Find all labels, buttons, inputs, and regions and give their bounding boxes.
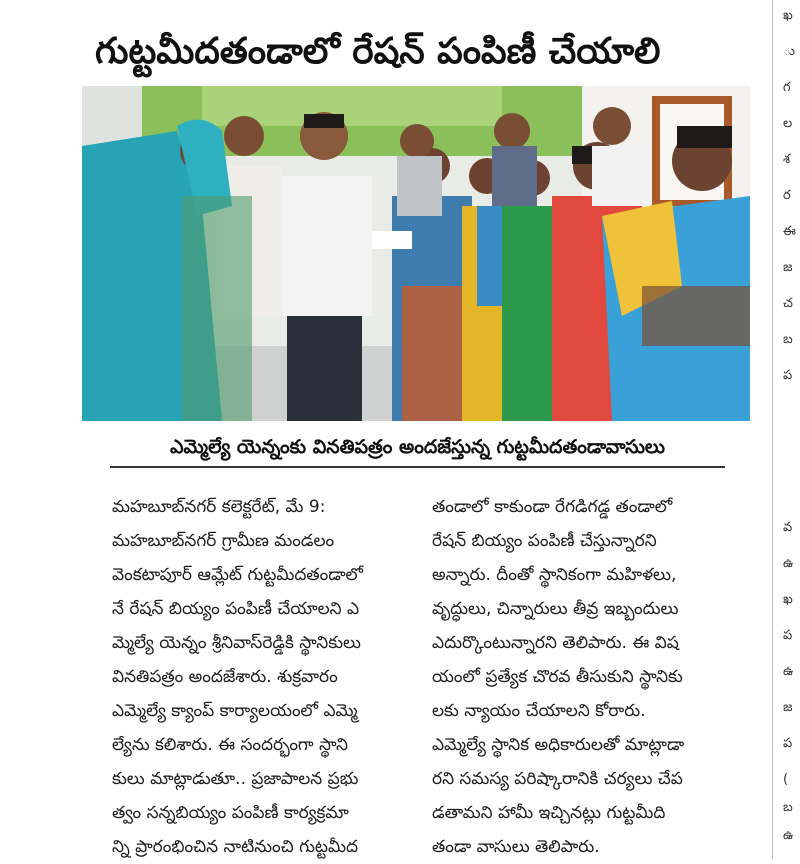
article-line: ఎదుర్కొంటున్నారని తెలిపారు. ఈ విష	[432, 633, 679, 653]
article-line: తండా వాసులు తెలిపారు.	[432, 837, 600, 857]
neighbor-glyph: బ	[783, 332, 793, 347]
neighbor-glyph: వ	[783, 520, 793, 535]
article-column-left	[112, 490, 442, 864]
next-article-fragment	[100, 846, 750, 859]
neighbor-glyph: జ	[783, 700, 793, 715]
article-line: కులు మాట్లాడుతూ.. ప్రజాపాలన ప్రభు	[112, 769, 359, 789]
article-line: ల్యేను కలిశారు. ఈ సందర్భంగా స్థాని	[112, 735, 348, 755]
article-line: న్ని ప్రారంభించిన నాటినుంచి గుట్టమీద	[112, 837, 358, 857]
article-line: ఎమ్మెల్యే క్యాంప్ కార్యాలయంలో ఎమ్మె	[112, 701, 358, 721]
article-line: వినతిపత్రం అందజేశారు. శుక్రవారం	[112, 667, 338, 687]
neighbor-glyph: ఖ	[783, 8, 793, 23]
article-column-right	[432, 490, 762, 864]
photo-illustration	[82, 86, 750, 421]
neighbor-glyph: ఖ	[783, 592, 793, 607]
neighbor-glyph: ప	[783, 368, 793, 383]
news-photo	[82, 86, 750, 421]
neighbor-glyph: ఉ	[783, 556, 794, 571]
headline: గుట్టమీదతండాలో రేషన్ పంపిణీ చేయాలి	[95, 31, 661, 72]
article-line: మహబూబ్‌నగర్ గ్రామీణ మండలం	[112, 531, 335, 551]
neighbor-article-strip	[772, 0, 800, 859]
neighbor-glyph: ు	[783, 44, 796, 59]
article-line: లకు న్యాయం చేయాలని కోరారు.	[432, 701, 646, 721]
neighbor-glyph: శ	[783, 152, 791, 167]
article-line: వెంకటాపూర్ ఆమ్లేట్ గుట్టమీదతండాలో	[112, 565, 364, 585]
neighbor-glyph: ప	[783, 628, 793, 643]
neighbor-glyph: (	[783, 772, 789, 787]
neighbor-glyph: ఉ	[783, 828, 794, 843]
article-line: రేషన్ బియ్యం పంపిణీ చేస్తున్నారని	[432, 531, 657, 551]
article-line: నే రేషన్ బియ్యం పంపిణీ చేయాలని ఎ	[112, 599, 360, 619]
neighbor-glyph: ప	[783, 736, 793, 751]
neighbor-glyph: గ	[783, 80, 791, 95]
neighbor-glyph: ఉ	[783, 664, 794, 679]
article-line: అన్నారు. దీంతో స్థానికంగా మహిళలు,	[432, 565, 677, 585]
neighbor-glyph: ర	[783, 188, 791, 203]
neighbor-glyph: బ	[783, 800, 793, 815]
article-line: వృద్ధులు, చిన్నారులు తీవ్ర ఇబ్బందులు	[432, 599, 679, 619]
article-line: రని సమస్య పరిష్కారానికి చర్యలు చేప	[432, 769, 683, 789]
photo-caption: ఎమ్మెల్యే యెన్నంకు వినతిపత్రం అందజేస్తున్న గుట్టమీదతండావాసులు	[110, 432, 725, 468]
article-line: ఎమ్మెల్యే స్థానిక అధికారులతో మాట్లాడా	[432, 735, 685, 755]
article-line: యంలో ప్రత్యేక చొరవ తీసుకుని స్థానికు	[432, 667, 683, 687]
article-line: డతామని హామీ ఇచ్చినట్లు గుట్టమీది	[432, 803, 666, 823]
previous-article-fragment	[70, 0, 730, 8]
neighbor-glyph: జ	[783, 260, 793, 275]
article-line: మహబూబ్‌నగర్ కలెక్టరేట్, మే 9:	[112, 497, 326, 517]
article-line: త్వం సన్నబియ్యం పంపిణీ కార్యక్రమా	[112, 803, 349, 823]
neighbor-glyph: ఈ	[783, 224, 796, 239]
neighbor-glyph: ల	[783, 116, 793, 131]
neighbor-glyph: చ	[783, 296, 793, 311]
article-line: మ్మెల్యే యెన్నం శ్రీనివాస్‌రెడ్డికి స్థానికులు	[112, 633, 361, 653]
article-line: తండాలో కాకుండా రేగడిగడ్డ తండాలో	[432, 497, 673, 517]
